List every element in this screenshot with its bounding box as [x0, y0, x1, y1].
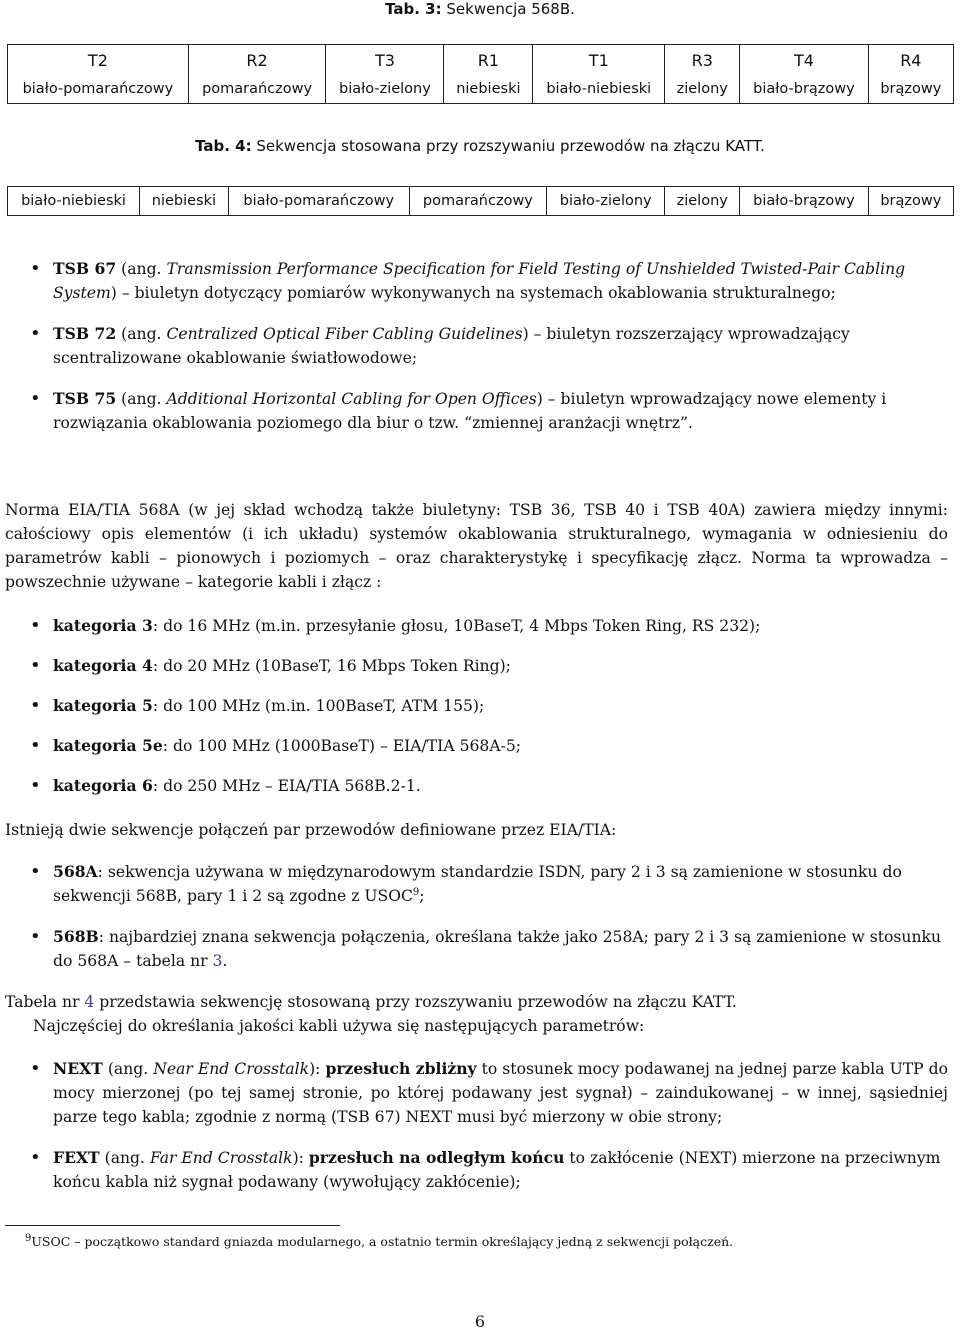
item-mid: ):: [292, 1149, 309, 1167]
item-post: to stosunek mocy podawanej na jednej parze kabla UTP do mocy mierzonej (po tej samej stronie, po której podawany jest sygnał) – zaindukowanej – w innej, sąsiedniej parze tego kabla; zgodnie z normą (TSB 67) NEXT musi być mierzony w obie strony;: [53, 1060, 949, 1126]
item-bold: kategoria 4: [53, 656, 153, 675]
bullet-icon: •: [30, 695, 41, 716]
parameters-list: [30, 1057, 949, 1194]
list-item: [30, 1057, 949, 1129]
table3-header-cell: T3: [326, 45, 444, 76]
categories-list: [30, 614, 948, 798]
table4-cell: niebieski: [140, 187, 229, 216]
item-text: : sekwencja używana w międzynarodowym standardzie ISDN, pary 2 i 3 są zamienione w stosunku do sekwencji 568B, pary 1 i 2 są zgodne z USOC: [53, 863, 902, 905]
table3-header-cell: R2: [188, 45, 326, 76]
list-item: [30, 774, 948, 798]
item-italic: Near End Crosstalk: [153, 1060, 310, 1078]
table3-color-row: [8, 75, 954, 104]
item-end: .: [222, 952, 228, 970]
bullet-icon: •: [30, 861, 41, 882]
table4-cell: biało-niebieski: [8, 187, 140, 216]
list-item: [30, 1146, 948, 1194]
table3-header-cell: T1: [533, 45, 665, 76]
bullet-icon: •: [30, 258, 41, 279]
sequences-list: [30, 860, 948, 973]
table3-header-row: [8, 45, 954, 76]
table3-header-cell: T2: [8, 45, 189, 76]
item-italic: Transmission Performance Specification for Field Testing of Unshielded Twisted-Pair Cabling System: [53, 260, 906, 302]
bullet-icon: •: [30, 926, 41, 947]
paragraph-najczesciej: Najczęściej do określania jakości kabli używa się następujących parametrów:: [33, 1017, 645, 1035]
item-post: to zakłócenie (NEXT) mierzone na przeciwnym końcu kabla niż sygnał podawany (wywołujący zakłócenie);: [53, 1149, 941, 1191]
list-item: [30, 694, 948, 718]
item-text: : do 16 MHz (m.in. przesyłanie głosu, 10BaseT, 4 Mbps Token Ring, RS 232);: [152, 617, 761, 635]
table4-cell: biało-zielony: [547, 187, 665, 216]
table4-cell: biało-brązowy: [740, 187, 869, 216]
item-pre: (ang.: [116, 390, 167, 408]
list-item: [30, 925, 948, 973]
table3-cell: niebieski: [444, 75, 533, 104]
table4-cell: biało-pomarańczowy: [228, 187, 409, 216]
item-bold2: przesłuch na odległym końcu: [308, 1148, 565, 1167]
page-number: 6: [474, 1312, 486, 1331]
paragraph-post: przedstawia sekwencję stosowaną przy rozszywaniu przewodów na złączu KATT.: [94, 993, 737, 1011]
item-bold2: przesłuch zbliżny: [325, 1059, 477, 1078]
item-pre: (ang.: [102, 1060, 154, 1078]
list-item: [30, 387, 948, 435]
item-pre: (ang.: [116, 260, 167, 278]
list-item: [30, 257, 948, 305]
item-pre: (ang.: [99, 1149, 150, 1167]
item-pre: (ang.: [116, 325, 167, 343]
table4-cell: brązowy: [868, 187, 953, 216]
table3-cell: biało-pomarańczowy: [8, 75, 189, 104]
paragraph-istnieja: Istnieją dwie sekwencje połączeń par przewodów definiowane przez EIA/TIA:: [5, 821, 617, 839]
tsb-list: [30, 257, 948, 435]
item-bold: kategoria 3: [53, 616, 153, 635]
item-bold: kategoria 5: [53, 696, 153, 715]
item-bold: TSB 75: [53, 389, 117, 408]
table3-caption: [0, 0, 960, 18]
bullet-icon: •: [30, 1147, 41, 1168]
paragraph-tabela: [5, 990, 948, 1014]
table4-caption: [0, 137, 960, 155]
table-ref-link[interactable]: 4: [84, 993, 95, 1011]
item-mid: ):: [309, 1060, 326, 1078]
item-text: : do 100 MHz (1000BaseT) – EIA/TIA 568A-5;: [162, 737, 522, 755]
table4-cell: zielony: [665, 187, 740, 216]
table3-header-cell: R4: [868, 45, 953, 76]
table-ref-link[interactable]: 3: [212, 952, 223, 970]
bullet-icon: •: [30, 735, 41, 756]
list-item: [30, 734, 948, 758]
item-post: ) – biuletyn rozszerzający wprowadzający scentralizowane okablowanie światłowodowe;: [53, 325, 850, 367]
item-post: ) – biuletyn dotyczący pomiarów wykonywanych na systemach okablowania strukturalnego;: [110, 284, 836, 302]
item-italic: Additional Horizontal Cabling for Open Offices: [166, 390, 537, 408]
item-bold: NEXT: [53, 1059, 103, 1078]
item-text: : do 100 MHz (m.in. 100BaseT, ATM 155);: [152, 697, 485, 715]
bullet-icon: •: [30, 388, 41, 409]
item-bold: TSB 67: [53, 259, 117, 278]
table4-caption-text: Sekwencja stosowana przy rozszywaniu przewodów na złączu KATT.: [256, 137, 765, 155]
item-bold: 568B: [53, 927, 99, 946]
item-bold: kategoria 5e: [53, 736, 163, 755]
item-bold: 568A: [53, 862, 98, 881]
paragraph-pre: Tabela nr: [5, 993, 85, 1011]
table3-cell: zielony: [665, 75, 740, 104]
list-item: [30, 322, 948, 370]
item-post: ) – biuletyn wprowadzający nowe elementy i rozwiązania okablowania poziomego dla biur o tzw. “zmiennej aranżacji wnętrz”.: [53, 390, 887, 432]
table3-cell: brązowy: [868, 75, 953, 104]
table3-caption-text: Sekwencja 568B.: [446, 0, 575, 18]
bullet-icon: •: [30, 323, 41, 344]
item-bold: FEXT: [53, 1148, 100, 1167]
item-bold: kategoria 6: [53, 776, 153, 795]
table3-header-cell: R3: [665, 45, 740, 76]
table3-cell: biało-brązowy: [740, 75, 869, 104]
table4: [7, 186, 954, 216]
table3-header-cell: R1: [444, 45, 533, 76]
list-item: [30, 654, 948, 678]
table3-cell: biało-niebieski: [533, 75, 665, 104]
bullet-icon: •: [30, 775, 41, 796]
item-text: : do 250 MHz – EIA/TIA 568B.2-1.: [152, 777, 421, 795]
item-end: ;: [419, 887, 425, 905]
table3-cell: pomarańczowy: [188, 75, 326, 104]
table4-cell: pomarańczowy: [409, 187, 547, 216]
footnote: [25, 1234, 950, 1249]
list-item: [30, 614, 948, 638]
table3: [7, 44, 954, 104]
footnote-divider: [5, 1225, 340, 1226]
footnote-mark[interactable]: 9: [412, 886, 420, 898]
bullet-icon: •: [30, 1058, 41, 1079]
table3-header-cell: T4: [740, 45, 869, 76]
item-italic: Centralized Optical Fiber Cabling Guidelines: [166, 325, 523, 343]
table3-caption-label: Tab. 3:: [385, 0, 442, 18]
footnote-text: USOC – początkowo standard gniazda modularnego, a ostatnio termin określający jedną z sekwencji połączeń.: [31, 1234, 734, 1249]
list-item: [30, 860, 948, 908]
footnote-number: 9: [25, 1232, 32, 1244]
table4-caption-label: Tab. 4:: [195, 137, 252, 155]
paragraph-norma: Norma EIA/TIA 568A (w jej skład wchodzą także biuletyny: TSB 36, TSB 40 i TSB 40A) zawiera między innymi: całościowy opis elementów (i ich układu) systemów okablowania strukturalnego, wymagania w odniesieniu do parametrów kabli – pionowych i poziomych – oraz charakterystykę i specyfikację złącz. Norma ta wprowadza – powszechnie używane – kategorie kabli i złącz :: [5, 501, 948, 591]
item-text: : do 20 MHz (10BaseT, 16 Mbps Token Ring);: [152, 657, 511, 675]
item-italic: Far End Crosstalk: [149, 1149, 293, 1167]
table3-cell: biało-zielony: [326, 75, 444, 104]
item-text: : najbardziej znana sekwencja połączenia, określana także jako 258A; pary 2 i 3 są zamienione w stosunku do 568A – tabela nr: [53, 928, 942, 970]
table4-color-row: [8, 187, 954, 216]
item-bold: TSB 72: [53, 324, 117, 343]
bullet-icon: •: [30, 655, 41, 676]
bullet-icon: •: [30, 615, 41, 636]
